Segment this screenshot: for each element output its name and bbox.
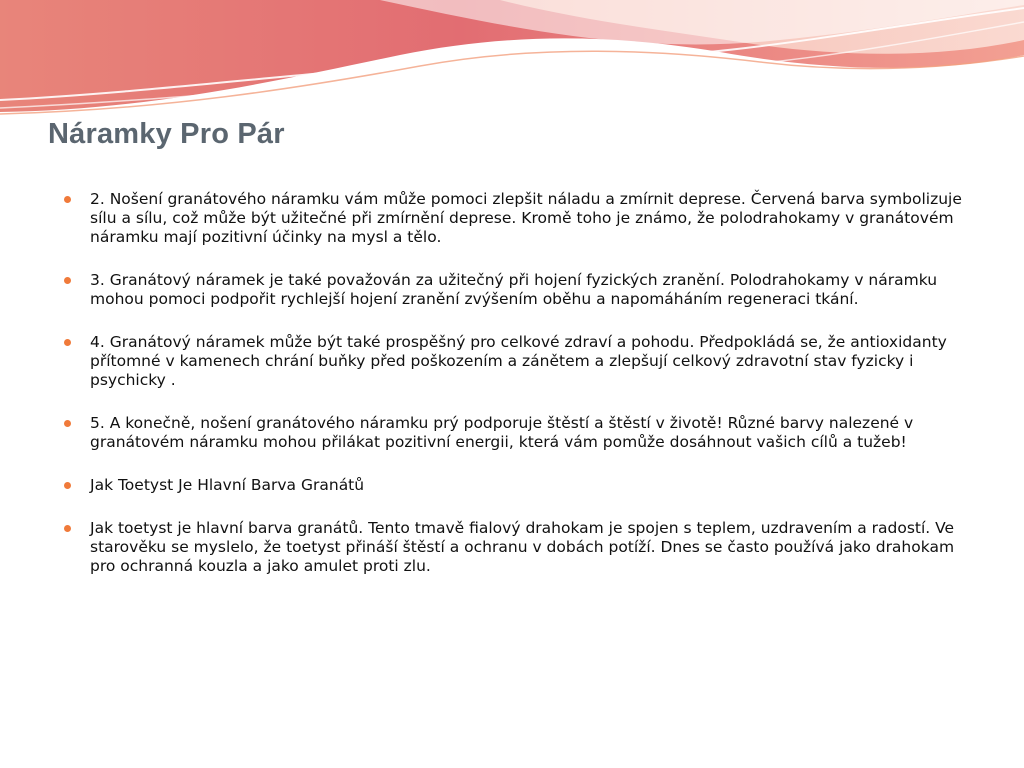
bullet-text: Jak toetyst je hlavní barva granátů. Tento tmavě fialový drahokam je spojen s teplem, uzdravením a radostí. Ve starověku se myslelo, že toetyst přináší štěstí a ochranu v dobách potíží. Dnes se často používá jako drahokam pro ochranná kouzla a jako amulet proti zlu. <box>90 519 955 575</box>
bullet-dot-icon <box>64 277 71 284</box>
bullet-text: 2. Nošení granátového náramku vám může pomoci zlepšit náladu a zmírnit deprese. Červená barva symbolizuje sílu a sílu, což může být užitečné při zmírnění deprese. Kromě toho je známo, že polodrahokamy v granátovém náramku mají pozitivní účinky na mysl a tělo. <box>90 190 962 246</box>
bullet-item <box>64 333 964 390</box>
bullet-item <box>64 414 964 452</box>
bullet-item <box>64 519 964 576</box>
bullet-dot-icon <box>64 482 71 489</box>
bullet-list <box>64 190 964 600</box>
bullet-text: Jak Toetyst Je Hlavní Barva Granátů <box>90 476 365 494</box>
header-wave-decoration <box>0 0 1024 130</box>
bullet-dot-icon <box>64 420 71 427</box>
bullet-text: 5. A konečně, nošení granátového náramku prý podporuje štěstí a štěstí v životě! Různé barvy nalezené v granátovém náramku mohou přilákat pozitivní energii, která vám pomůže dosáhnout vašich cílů a tužeb! <box>90 414 914 451</box>
bullet-dot-icon <box>64 196 71 203</box>
bullet-text: 3. Granátový náramek je také považován za užitečný při hojení fyzických zranění. Polodrahokamy v náramku mohou pomoci podpořit rychlejší hojení zranění zvýšením oběhu a napomáháním regeneraci tkání. <box>90 271 938 308</box>
bullet-item <box>64 271 964 309</box>
bullet-text: 4. Granátový náramek může být také prospěšný pro celkové zdraví a pohodu. Předpokládá se, že antioxidanty přítomné v kamenech chrání buňky před poškozením a zánětem a zlepšují celkový zdravotní stav fyzicky i psychicky . <box>90 333 947 389</box>
bullet-item <box>64 476 964 495</box>
bullet-dot-icon <box>64 525 71 532</box>
bullet-dot-icon <box>64 339 71 346</box>
bullet-item <box>64 190 964 247</box>
slide-title: Náramky Pro Pár <box>48 118 285 150</box>
